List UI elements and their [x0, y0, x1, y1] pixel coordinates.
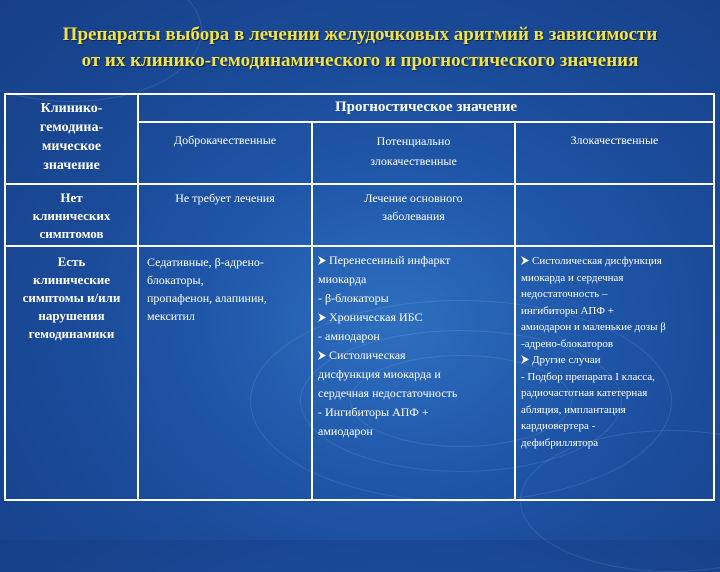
arrow-bullet-icon: [521, 256, 529, 265]
corner-header-line: гемодина-: [39, 120, 104, 135]
corner-header-line: Клинико-: [40, 101, 103, 116]
bullet-line: [521, 418, 713, 435]
bullet-line: [318, 403, 513, 422]
slide-title-line1: Препараты выбора в лечении желудочковых аритмий в зависимости: [62, 24, 658, 45]
bullet-line-text: дефибриллятора: [521, 436, 599, 449]
grid-hline-2: [6, 183, 713, 185]
bullet-line: [521, 352, 713, 369]
corner-header-line: значение: [43, 158, 100, 173]
bullet-line-text: Хроническая ИБС: [329, 310, 423, 324]
arrow-bullet-icon: [521, 355, 529, 364]
row1-potential-line: Лечение основного: [364, 191, 463, 205]
col-header-potential: [313, 131, 514, 181]
bullet-line-text: сердечная недостаточность: [318, 386, 458, 400]
bullet-line-text: ингибиторы АПФ +: [521, 304, 614, 317]
bullet-line-text: кардиовертера -: [521, 420, 596, 432]
row2-benign-line: мекситил: [147, 309, 195, 323]
bullet-line-text: радиочастотная катетерная: [521, 387, 648, 399]
bullet-line: [521, 369, 713, 386]
bullet-line-text: недостаточность –: [521, 288, 608, 300]
row2-malignant: [521, 253, 713, 493]
bullet-line: [318, 327, 513, 346]
bullet-line-text: Систолическая: [329, 348, 406, 362]
col-header-malignant: [516, 131, 713, 181]
bullet-line: [318, 365, 513, 384]
bullet-line: [318, 270, 513, 289]
group-header: [139, 99, 713, 121]
slide-title-line2: от их клинико-гемодинамического и прогностического значения: [81, 50, 639, 71]
bullet-line: [521, 253, 713, 270]
bullet-line: [521, 286, 713, 303]
grid-hline-1: [137, 121, 713, 123]
bullet-line: [521, 270, 713, 287]
bullet-line-text: дисфункция миокарда и: [318, 367, 441, 381]
bullet-line-text: амиодарон: [318, 424, 373, 438]
row2-label-line: клинические: [32, 272, 111, 287]
bullet-line: [521, 385, 713, 402]
col-header-benign-label: Доброкачественные: [173, 133, 277, 147]
bullet-line-text: миокарда: [318, 272, 367, 286]
row1-potential-line: заболевания: [382, 209, 445, 223]
row1-label-line: Нет: [60, 190, 83, 205]
bullet-line: [318, 346, 513, 365]
bullet-line: [521, 402, 713, 419]
bullet-line: [521, 336, 713, 353]
row2-benign-line: пропафенон, алапинин,: [147, 291, 267, 305]
col-header-malignant-label: Злокачественные: [570, 133, 659, 147]
row2-label-line: нарушения: [38, 308, 105, 323]
row1-benign: [139, 189, 311, 245]
slide-title: [0, 22, 720, 74]
bullet-line: [318, 384, 513, 403]
bullet-line-text: Перенесенный инфаркт: [329, 253, 451, 267]
bullet-line: [521, 435, 713, 452]
row2-benign: [147, 253, 311, 373]
bullet-line-text: -адрено-блокаторов: [521, 337, 614, 350]
bullet-line: [318, 289, 513, 308]
corner-header-line: мическое: [41, 139, 102, 154]
grid-hline-3: [6, 245, 713, 247]
bullet-line: [318, 308, 513, 327]
row2-label: [6, 253, 137, 353]
bullet-line-text: - Подбор препарата I класса,: [521, 370, 655, 383]
row1-label: [6, 189, 137, 245]
bullet-line-text: - Ингибиторы АПФ +: [318, 405, 429, 419]
group-header-label: Прогностическое значение: [334, 99, 518, 115]
row1-malignant: [516, 189, 713, 245]
bullet-line: [318, 422, 513, 441]
row2-label-line: гемодинамики: [28, 326, 115, 341]
bullet-line: [521, 319, 713, 336]
bullet-line-text: - β-блокаторы: [318, 291, 389, 305]
row1-potential: [313, 189, 514, 245]
row2-benign-line: блокаторы,: [147, 273, 204, 287]
row2-potential: [318, 251, 513, 491]
bullet-line: [318, 251, 513, 270]
row1-label-line: клинических: [32, 208, 111, 223]
col-header-potential-line: Потенциально: [376, 134, 451, 148]
col-header-potential-line: злокачественные: [370, 154, 457, 168]
corner-header: [6, 99, 137, 183]
bullet-line-text: миокарда и сердечная: [521, 271, 624, 284]
bullet-line-text: - амиодарон: [318, 329, 380, 343]
bullet-line-text: Другие случаи: [532, 354, 601, 366]
row2-label-line: симптомы и/или: [22, 290, 121, 305]
bullet-line-text: Систолическая дисфункция: [532, 255, 662, 267]
row2-benign-line: Седативные, β-адрено-: [147, 255, 264, 269]
bullet-line-text: амиодарон и маленькие дозы β: [521, 321, 666, 333]
arrow-bullet-icon: [318, 351, 326, 360]
bullet-line-text: абляция, имплантация: [521, 403, 626, 416]
row1-benign-text: Не требует лечения: [175, 191, 275, 205]
arrow-bullet-icon: [318, 313, 326, 322]
bullet-line: [521, 303, 713, 320]
col-header-benign: [139, 131, 311, 181]
arrow-bullet-icon: [318, 256, 326, 265]
arrhythmia-table: [4, 93, 715, 501]
row1-label-line: симптомов: [39, 226, 104, 241]
row2-label-line: Есть: [57, 254, 86, 269]
